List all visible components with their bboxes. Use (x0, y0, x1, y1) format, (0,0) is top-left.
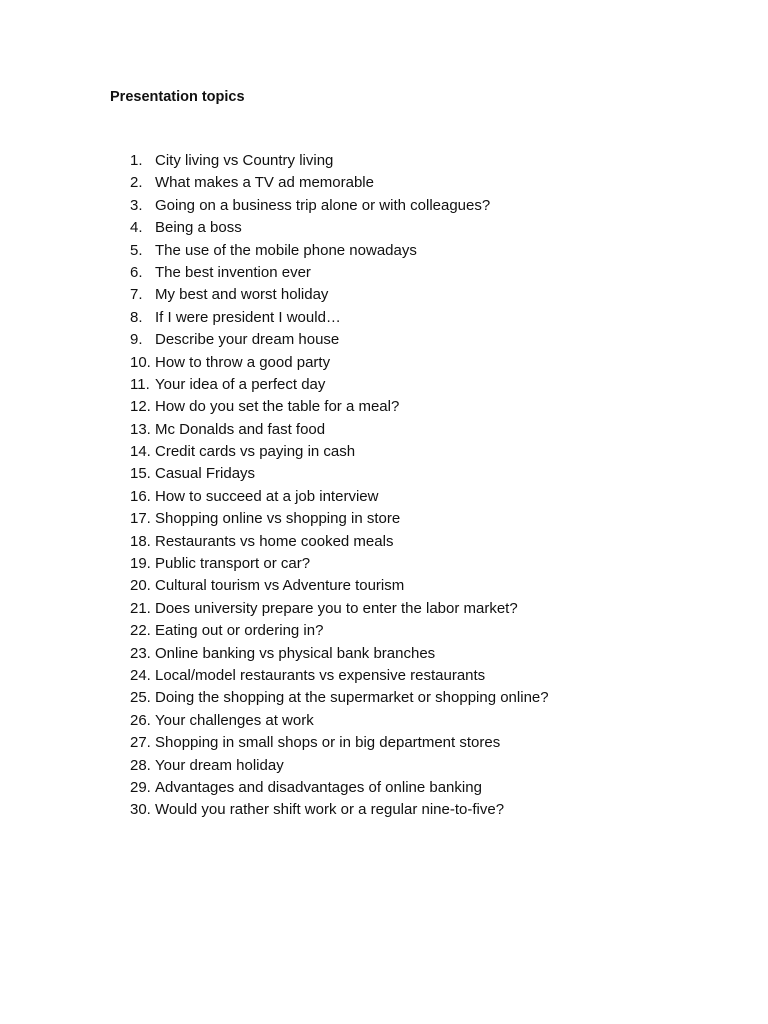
topic-number: 5. (130, 241, 143, 259)
topic-item (110, 329, 549, 351)
topic-text: Does university prepare you to enter the labor market? (155, 599, 518, 617)
topic-number: 29. (130, 778, 151, 796)
topic-text: Describe your dream house (155, 331, 340, 349)
topic-text: Cultural tourism vs Adventure tourism (155, 577, 405, 595)
topic-text: Credit cards vs paying in cash (155, 443, 356, 461)
topic-text: Local/model restaurants vs expensive restaurants (155, 666, 486, 684)
topic-item (110, 620, 549, 642)
topic-text: Restaurants vs home cooked meals (155, 532, 394, 550)
topic-number: 9. (130, 331, 143, 349)
topic-item (110, 150, 549, 172)
topic-text: How to throw a good party (155, 353, 331, 371)
topic-number: 13. (130, 420, 151, 438)
topic-item (110, 732, 549, 754)
topic-item (110, 777, 549, 799)
topic-text: Your dream holiday (155, 756, 284, 774)
topic-number: 22. (130, 622, 151, 640)
topic-text: Being a boss (155, 219, 242, 237)
topic-number: 28. (130, 756, 151, 774)
topic-text: Casual Fridays (155, 465, 256, 483)
topic-item (110, 262, 549, 284)
topic-item (110, 710, 549, 732)
topic-number: 4. (130, 219, 143, 237)
topic-text: Your idea of a perfect day (155, 375, 326, 393)
topic-number: 21. (130, 599, 151, 617)
topic-number: 6. (130, 263, 143, 281)
topic-item (110, 419, 549, 441)
document-title: Presentation topics (110, 89, 245, 105)
topic-item (110, 396, 549, 418)
topic-item (110, 441, 549, 463)
topic-item (110, 799, 549, 821)
topic-text: Your challenges at work (155, 711, 314, 729)
topic-item (110, 508, 549, 530)
topic-item (110, 172, 549, 194)
topic-text: Mc Donalds and fast food (155, 420, 326, 438)
topic-item (110, 240, 549, 262)
topic-item (110, 195, 549, 217)
topic-text: Doing the shopping at the supermarket or shopping online? (155, 689, 549, 707)
topic-text: Shopping online vs shopping in store (155, 510, 401, 528)
topic-number: 18. (130, 532, 151, 550)
topic-number: 30. (130, 801, 151, 819)
topic-number: 16. (130, 487, 151, 505)
topic-item (110, 284, 549, 306)
topic-text: Shopping in small shops or in big department stores (155, 734, 501, 752)
topic-number: 11. (130, 375, 150, 393)
topic-text: My best and worst holiday (155, 286, 329, 304)
topic-text: The use of the mobile phone nowadays (155, 241, 417, 259)
topic-text: Public transport or car? (155, 555, 311, 573)
topic-text: City living vs Country living (155, 152, 334, 169)
topic-number: 15. (130, 465, 151, 483)
topic-number: 25. (130, 689, 151, 707)
topic-text: Would you rather shift work or a regular nine-to-five? (155, 801, 505, 819)
topic-item (110, 531, 549, 553)
topic-number: 2. (130, 174, 143, 192)
topic-number: 24. (130, 666, 151, 684)
topic-text: How to succeed at a job interview (155, 487, 379, 505)
topic-list (110, 150, 549, 822)
topic-number: 1. (130, 152, 143, 169)
topic-number: 27. (130, 734, 151, 752)
topic-text: If I were president I would… (155, 308, 341, 326)
topic-item (110, 463, 549, 485)
topic-item (110, 665, 549, 687)
topic-number: 23. (130, 644, 151, 662)
topic-item (110, 598, 549, 620)
topic-number: 14. (130, 443, 151, 461)
topic-item (110, 575, 549, 597)
topic-item (110, 643, 549, 665)
topic-text: The best invention ever (155, 263, 311, 281)
topic-number: 7. (130, 286, 143, 304)
topic-number: 20. (130, 577, 151, 595)
topic-number: 3. (130, 196, 143, 214)
topic-text: Online banking vs physical bank branches (155, 644, 436, 662)
topic-item (110, 307, 549, 329)
topic-number: 12. (130, 398, 151, 416)
topic-text: What makes a TV ad memorable (155, 174, 374, 192)
topic-number: 17. (130, 510, 151, 528)
topic-item (110, 486, 549, 508)
topic-item (110, 553, 549, 575)
topic-number: 8. (130, 308, 143, 326)
topic-item (110, 755, 549, 777)
topic-text: Advantages and disadvantages of online banking (155, 778, 482, 796)
topic-item (110, 217, 549, 239)
topic-item (110, 687, 549, 709)
topic-number: 19. (130, 555, 151, 573)
topic-item (110, 352, 549, 374)
topic-text: Going on a business trip alone or with colleagues? (155, 196, 491, 214)
topic-number: 26. (130, 711, 151, 729)
topic-number: 10. (130, 353, 151, 371)
topic-text: Eating out or ordering in? (155, 622, 324, 640)
topic-item (110, 374, 549, 396)
topic-text: How do you set the table for a meal? (155, 398, 400, 416)
